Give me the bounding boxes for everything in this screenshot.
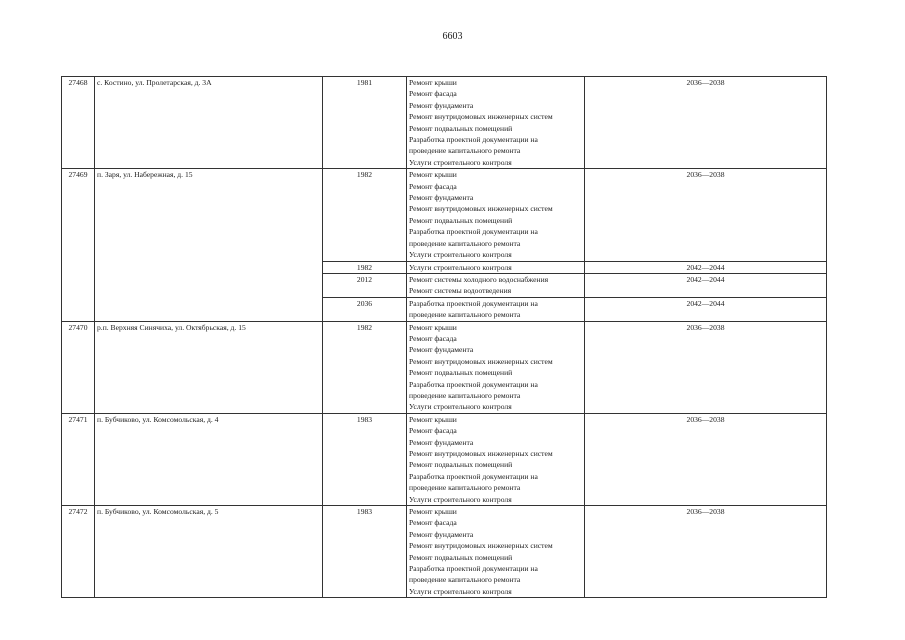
work-item: Разработка проектной документации на [409, 298, 538, 308]
work-item: Ремонт фундамента [409, 437, 474, 447]
work-item: Ремонт фасада [409, 181, 457, 191]
year-cell: 1982 [323, 169, 407, 261]
address-cell: с. Костино, ул. Пролетарская, д. 3А [95, 77, 323, 169]
house-id-cell: 27469 [62, 169, 95, 321]
work-item: Услуги строительного контроля [409, 250, 512, 260]
work-item: Ремонт внутридомовых инженерных систем [409, 112, 553, 122]
work-item: проведение капитального ремонта [409, 575, 521, 585]
work-item: Разработка проектной документации на [409, 135, 538, 145]
year-cell: 2012 [323, 273, 407, 297]
table-row [62, 413, 827, 505]
address-cell: п. Бубчиково, ул. Комсомольская, д. 4 [95, 413, 323, 505]
work-item: Ремонт крыши [409, 507, 457, 517]
work-item: проведение капитального ремонта [409, 310, 521, 320]
work-item: Ремонт фундамента [409, 529, 474, 539]
table-body [62, 77, 827, 598]
work-item: Услуги строительного контроля [409, 402, 512, 412]
period-cell: 2036—2038 [585, 169, 827, 261]
work-item: Ремонт подвальных помещений [409, 215, 513, 225]
house-id-cell: 27471 [62, 413, 95, 505]
year-cell: 1981 [323, 77, 407, 169]
work-item: Ремонт системы холодного водоснабжения [409, 274, 549, 284]
work-item: Ремонт фундамента [409, 193, 474, 203]
work-item: Ремонт подвальных помещений [409, 123, 513, 133]
work-item: Ремонт внутридомовых инженерных систем [409, 204, 553, 214]
year-cell: 2036 [323, 297, 407, 321]
table-row [62, 77, 827, 169]
work-item: Ремонт фундамента [409, 345, 474, 355]
work-item: Ремонт подвальных помещений [409, 552, 513, 562]
works-cell [407, 77, 585, 169]
period-cell: 2036—2038 [585, 77, 827, 169]
period-cell: 2042—2044 [585, 261, 827, 273]
work-item: Ремонт внутридомовых инженерных систем [409, 356, 553, 366]
period-cell: 2042—2044 [585, 273, 827, 297]
work-item: Ремонт фасада [409, 518, 457, 528]
period-cell: 2036—2038 [585, 506, 827, 598]
period-cell: 2036—2038 [585, 413, 827, 505]
work-item: Ремонт подвальных помещений [409, 368, 513, 378]
works-cell [407, 506, 585, 598]
work-item: Разработка проектной документации на [409, 379, 538, 389]
work-item: Услуги строительного контроля [409, 586, 512, 596]
period-cell: 2036—2038 [585, 321, 827, 413]
year-cell: 1983 [323, 506, 407, 598]
table-row [62, 506, 827, 598]
work-item: Ремонт фасада [409, 333, 457, 343]
works-cell [407, 261, 585, 273]
work-item: Услуги строительного контроля [409, 157, 512, 167]
work-item: Ремонт фундамента [409, 100, 474, 110]
works-cell [407, 169, 585, 261]
period-cell: 2042—2044 [585, 297, 827, 321]
work-item: Ремонт крыши [409, 78, 457, 87]
table-row [62, 321, 827, 413]
year-cell: 1983 [323, 413, 407, 505]
works-cell [407, 273, 585, 297]
year-cell: 1982 [323, 261, 407, 273]
table-row [62, 169, 827, 261]
works-cell [407, 297, 585, 321]
repair-schedule-table [61, 76, 827, 598]
address-cell: п. Заря, ул. Набережная, д. 15 [95, 169, 323, 321]
address-cell: р.п. Верхняя Синячиха, ул. Октябрьская, д. 15 [95, 321, 323, 413]
address-cell: п. Бубчиково, ул. Комсомольская, д. 5 [95, 506, 323, 598]
work-item: Ремонт фасада [409, 89, 457, 99]
work-item: Ремонт внутридомовых инженерных систем [409, 449, 553, 458]
works-cell [407, 321, 585, 413]
work-item: Ремонт внутридомовых инженерных систем [409, 541, 553, 551]
work-item: Ремонт крыши [409, 322, 457, 332]
work-item: проведение капитального ремонта [409, 483, 521, 493]
works-cell [407, 413, 585, 505]
work-item: Услуги строительного контроля [409, 262, 512, 272]
year-cell: 1982 [323, 321, 407, 413]
house-id-cell: 27470 [62, 321, 95, 413]
page-number: 6603 [442, 31, 463, 42]
work-item: Ремонт крыши [409, 414, 457, 424]
work-item: Ремонт подвальных помещений [409, 460, 513, 470]
work-item: Ремонт фасада [409, 426, 457, 436]
work-item: проведение капитального ремонта [409, 390, 521, 400]
work-item: Ремонт крыши [409, 170, 457, 180]
work-item: Разработка проектной документации на [409, 471, 538, 481]
work-item: проведение капитального ремонта [409, 238, 521, 248]
work-item: Разработка проектной документации на [409, 227, 538, 237]
work-item: Разработка проектной документации на [409, 564, 538, 574]
house-id-cell: 27468 [62, 77, 95, 169]
work-item: проведение капитального ремонта [409, 146, 521, 156]
house-id-cell: 27472 [62, 506, 95, 598]
work-item: Услуги строительного контроля [409, 494, 512, 504]
work-item: Ремонт системы водоотведения [409, 286, 512, 296]
